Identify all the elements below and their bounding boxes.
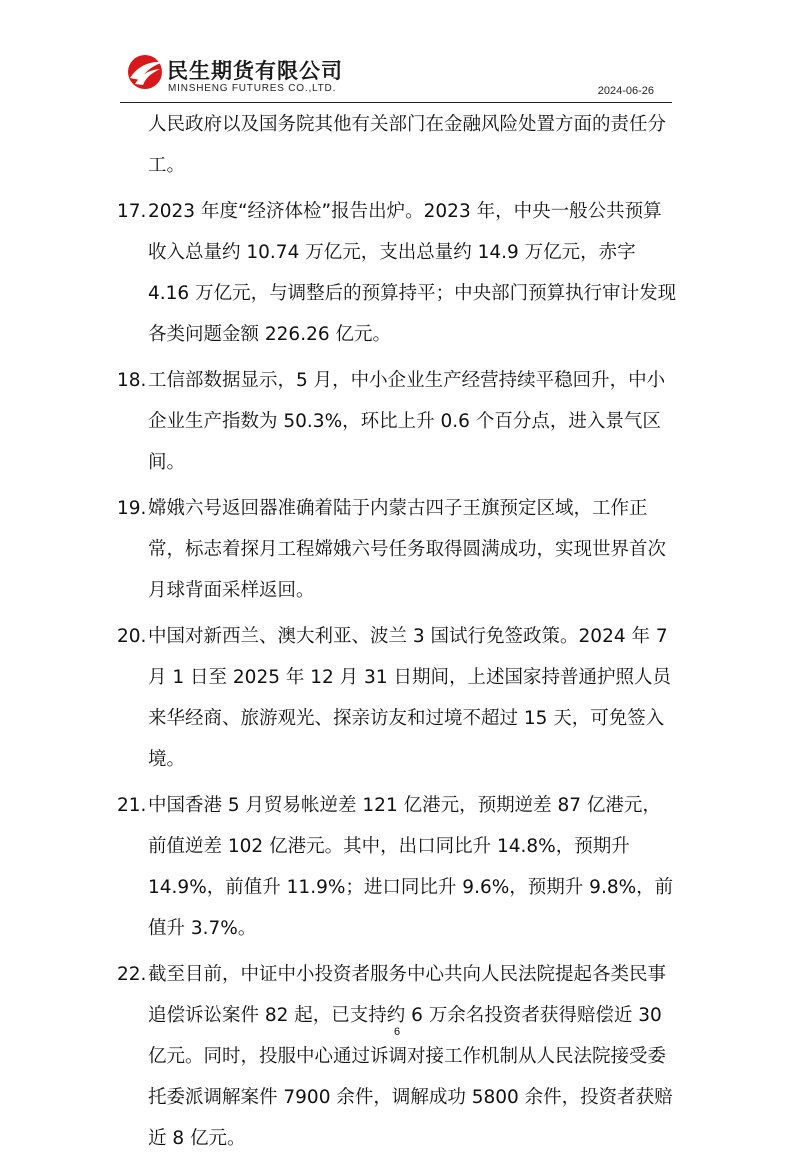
company-name-en: MINSHENG FUTURES CO.,LTD. [168,83,337,94]
item-text: 中国对新西兰、澳大利亚、波兰 3 国试行免签政策。2024 年 7 月 1 日至 2025 年 12 月 31 日期间，上述国家持普通护照人员来华经商、旅游观光、探亲访友和过境不超过 15 天，可免签入境。 [148,626,671,770]
item-number: 19. [117,498,147,519]
item-number: 18. [117,370,147,391]
item-number: 17. [117,201,147,222]
news-list [117,191,677,1159]
item-text: 工信部数据显示，5 月，中小企业生产经营持续平稳回升，中小企业生产指数为 50.3%，环比上升 0.6 个百分点，进入景气区间。 [148,370,666,473]
company-name-cn: 民生期货有限公司 [167,59,343,83]
minsheng-logo-icon [126,52,166,92]
item-number: 21. [117,795,147,816]
page-header [120,50,672,103]
list-item [117,954,677,1159]
item-text: 2023 年度“经济体检”报告出炉。2023 年，中央一般公共预算收入总量约 10.74 万亿元，支出总量约 14.9 万亿元，赤字 4.16 万亿元，与调整后的预算持平；中央部门预算执行审计发现各类问题金额 226.26 亿元。 [148,201,677,345]
list-item [117,785,677,949]
report-date: 2024-06-26 [597,85,654,97]
item-number: 22. [117,964,147,985]
item-text: 中国香港 5 月贸易帐逆差 121 亿港元，预期逆差 87 亿港元，前值逆差 102 亿港元。其中，出口同比升 14.8%，预期升 14.9%，前值升 11.9%；进口同比升 9.6%，预期升 9.8%，前值升 3.7%。 [148,795,674,939]
list-item [117,191,677,355]
item-text: 截至目前，中证中小投资者服务中心共向人民法院提起各类民事追偿诉讼案件 82 起，已支持约 6 万余名投资者获得赔偿近 30 亿元。同时，投服中心通过诉调对接工作机制从人民法院接受委托委派调解案件 7900 余件，调解成功 5800 余件，投资者获赔近 8 亿元。 [148,964,673,1149]
document-body [117,104,677,1159]
page-number: 6 [393,1026,401,1038]
item-number: 20. [117,626,147,647]
list-item [117,360,677,483]
list-item [117,488,677,611]
item-text: 嫦娥六号返回器准确着陆于内蒙古四子王旗预定区域，工作正常，标志着探月工程嫦娥六号任务取得圆满成功，实现世界首次月球背面采样返回。 [148,498,667,601]
continued-paragraph: 人民政府以及国务院其他有关部门在金融风险处置方面的责任分工。 [148,114,667,176]
list-item [117,616,677,780]
